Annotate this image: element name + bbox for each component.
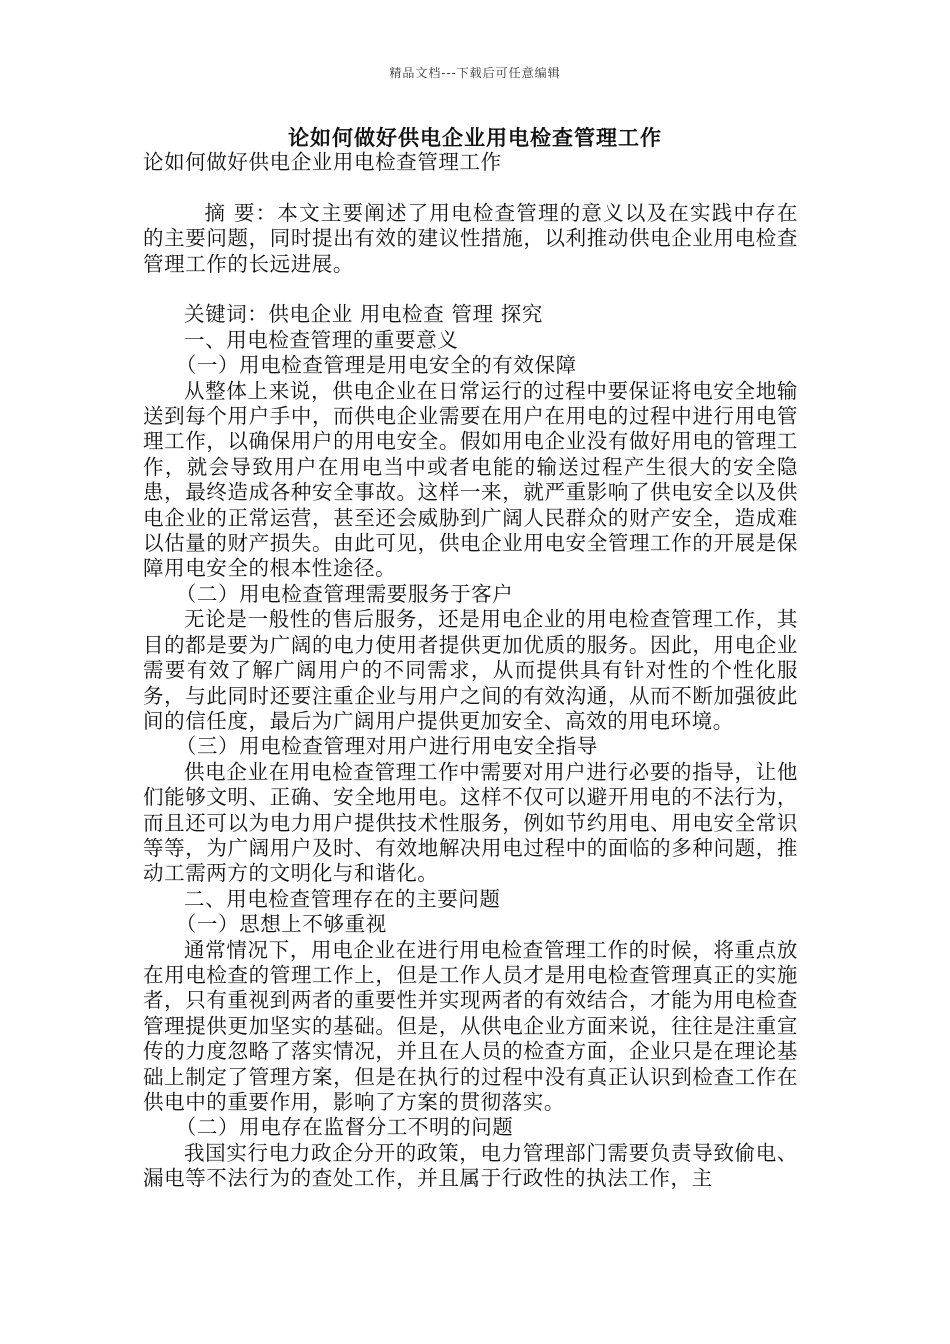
section-1-3-paragraph: 供电企业在用电检查管理工作中需要对用户进行必要的指导，让他们能够文明、正确、安全地用电。这样不仅可以避开用电的不法行为，而且还可以为电力用户提供技术性服务，例如节约用电、用电安全常识等等，为广阔用户及时、有效地解决用电过程中的面临的多种问题，推动工需两方的文明化与和谐化。 [143,759,798,886]
abstract-paragraph: 摘 要：本文主要阐述了用电检查管理的意义以及在实践中存在的主要问题，同时提出有效的建议性措施，以利推动供电企业用电检查管理工作的长远进展。 [143,200,798,276]
section-2-1-heading: （一）思想上不够重视 [175,912,387,937]
page-header-note: 精品文档---下载后可任意编辑 [389,66,561,80]
spacer [143,175,798,200]
section-1-1-heading: （一）用电检查管理是用电安全的有效保障 [175,353,577,378]
section-1-2-heading: （二）用电检查管理需要服务于客户 [175,581,514,606]
spacer [143,277,798,302]
section-2-2-heading: （二）用电存在监督分工不明的问题 [175,1115,514,1140]
section-1-3-heading: （三）用电检查管理对用户进行用电安全指导 [175,734,598,759]
document-title: 论如何做好供电企业用电检查管理工作 [288,125,662,150]
document-body [143,150,798,1192]
section-2-1-paragraph: 通常情况下，用电企业在进行用电检查管理工作的时候，将重点放在用电检查的管理工作上，但是工作人员才是用电检查管理真正的实施者，只有重视到两者的重要性并实现两者的有效结合，才能为用电检查管理提供更加坚实的基础。但是，从供电企业方面来说，往往是注重宣传的力度忽略了落实情况，并且在人员的检查方面，企业只是在理论基础上制定了管理方案，但是在执行的过程中没有真正认识到检查工作在供电中的重要作用，影响了方案的贯彻落实。 [143,937,798,1114]
document-subtitle: 论如何做好供电企业用电检查管理工作 [143,150,502,174]
section-2-2-paragraph: 我国实行电力政企分开的政策，电力管理部门需要负责导致偷电、漏电等不法行为的查处工作，并且属于行政性的执法工作，主 [143,1140,798,1191]
keywords-line: 关键词：供电企业 用电检查 管理 探究 [184,302,543,327]
section-2-heading: 二、用电检查管理存在的主要问题 [184,886,501,911]
section-1-2-paragraph: 无论是一般性的售后服务，还是用电企业的用电检查管理工作，其目的都是要为广阔的电力使用者提供更加优质的服务。因此，用电企业需要有效了解广阔用户的不同需求，从而提供具有针对性的个性化服务，与此同时还要注重企业与用户之间的有效沟通，从而不断加强彼此间的信任度，最后为广阔用户提供更加安全、高效的用电环境。 [143,607,798,733]
section-1-1-paragraph: 从整体上来说，供电企业在日常运行的过程中要保证将电安全地输送到每个用户手中，而供电企业需要在用户在用电的过程中进行用电管理工作，以确保用户的用电安全。假如用电企业没有做好用电的管理工作，就会导致用户在用电当中或者电能的输送过程产生很大的安全隐患，最终造成各种安全事故。这样一来，就严重影响了供电安全以及供电企业的正常运营，甚至还会威胁到广阔人民群众的财产安全，造成难以估量的财产损失。由此可见，供电企业用电安全管理工作的开展是保障用电安全的根本性途径。 [143,378,798,581]
section-1-heading: 一、用电检查管理的重要意义 [184,327,459,352]
